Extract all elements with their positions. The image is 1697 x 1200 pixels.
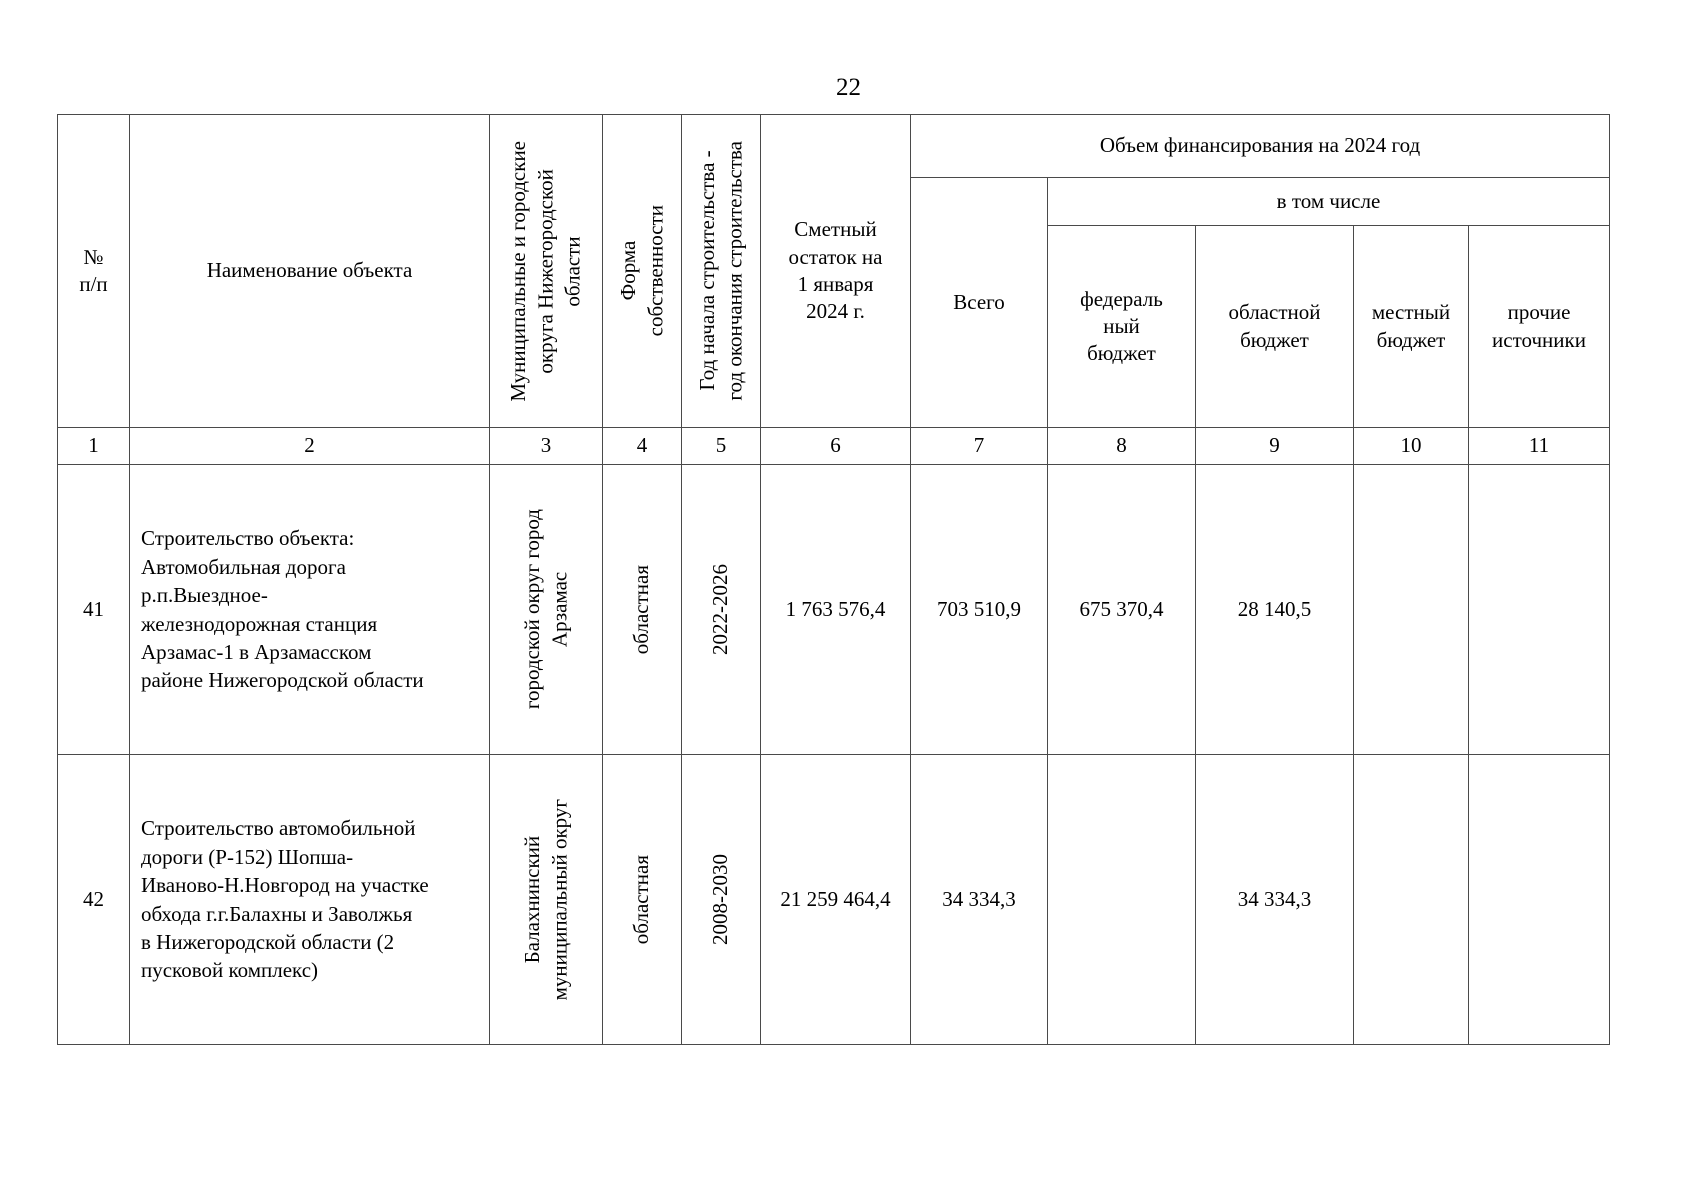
page-number: 22: [836, 74, 861, 101]
row-municipality-text: городской округ город Арзамас: [519, 509, 571, 710]
header-name: Наименование объекта: [130, 115, 490, 428]
column-number: 7: [911, 428, 1048, 465]
header-municipality: [490, 115, 603, 428]
row-ownership-text: областная: [629, 564, 654, 655]
header-ownership: [603, 115, 682, 428]
row-federal: [1048, 755, 1196, 1045]
header-total: Всего: [911, 178, 1048, 428]
column-number: 6: [761, 428, 911, 465]
column-number: 5: [682, 428, 761, 465]
header-including: в том числе: [1048, 178, 1610, 226]
row-years-text: 2022-2026: [708, 564, 733, 655]
header-years: [682, 115, 761, 428]
row-municipality-text: Балахнинский муниципальный округ: [519, 798, 571, 1001]
row-years-text: 2008-2030: [708, 854, 733, 945]
column-number-row: [58, 428, 1610, 465]
row-ownership-text: областная: [629, 854, 654, 945]
row-num: 42: [58, 755, 130, 1045]
row-local: [1354, 755, 1469, 1045]
row-municipality: [490, 755, 603, 1045]
header-municipality-text: Муниципальные и городские округа Нижегородской области: [506, 140, 585, 402]
row-estimate: 21 259 464,4: [761, 755, 911, 1045]
row-other: [1469, 465, 1610, 755]
column-number: 10: [1354, 428, 1469, 465]
row-ownership: [603, 465, 682, 755]
header-regional: областной бюджет: [1196, 226, 1354, 428]
header-federal: федераль ный бюджет: [1048, 226, 1196, 428]
header-estimate: Сметный остаток на 1 января 2024 г.: [761, 115, 911, 428]
table-row: [58, 755, 1610, 1045]
row-num: 41: [58, 465, 130, 755]
row-other: [1469, 755, 1610, 1045]
column-number: 11: [1469, 428, 1610, 465]
row-local: [1354, 465, 1469, 755]
row-name: Строительство объекта: Автомобильная дорога р.п.Выездное- железнодорожная станция Арзамас-1 в Арзамасском районе Нижегородской области: [130, 465, 490, 755]
header-local: местный бюджет: [1354, 226, 1469, 428]
row-name: Строительство автомобильной дороги (Р-152) Шопша- Иваново-Н.Новгород на участке обхода г.г.Балахны и Заволжья в Нижегородской области (2 пусковой комплекс): [130, 755, 490, 1045]
row-total: 34 334,3: [911, 755, 1048, 1045]
column-number: 9: [1196, 428, 1354, 465]
row-regional: 34 334,3: [1196, 755, 1354, 1045]
row-municipality: [490, 465, 603, 755]
header-other: прочие источники: [1469, 226, 1610, 428]
header-num: № п/п: [58, 115, 130, 428]
column-number: 2: [130, 428, 490, 465]
header-years-text: Год начала строительства - год окончания строительства: [694, 141, 746, 401]
row-years: [682, 755, 761, 1045]
column-number: 4: [603, 428, 682, 465]
row-ownership: [603, 755, 682, 1045]
row-regional: 28 140,5: [1196, 465, 1354, 755]
financing-table: [57, 114, 1610, 1045]
row-estimate: 1 763 576,4: [761, 465, 911, 755]
column-number: 1: [58, 428, 130, 465]
row-total: 703 510,9: [911, 465, 1048, 755]
row-years: [682, 465, 761, 755]
column-number: 3: [490, 428, 603, 465]
header-funding: Объем финансирования на 2024 год: [911, 115, 1610, 178]
header-ownership-text: Форма собственности: [615, 205, 667, 337]
row-federal: 675 370,4: [1048, 465, 1196, 755]
column-number: 8: [1048, 428, 1196, 465]
table-row: [58, 465, 1610, 755]
